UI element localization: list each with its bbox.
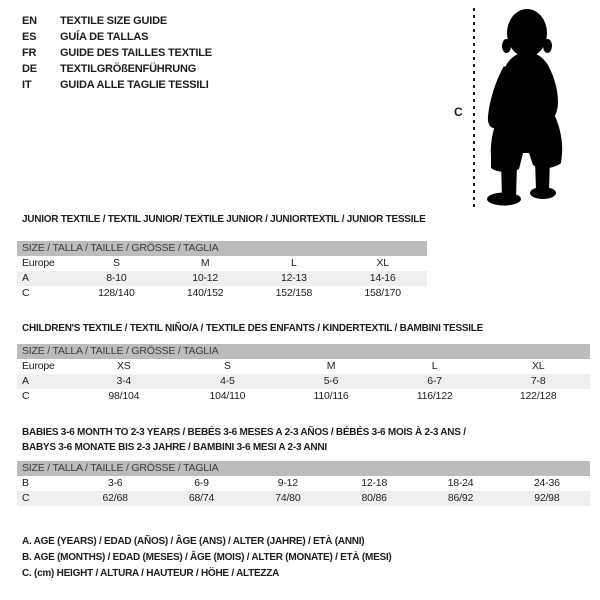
table-cell: 104/110 [209,390,246,402]
table-cell: M [200,257,210,269]
row-label: A [22,375,29,387]
height-dashed-line [473,8,475,208]
table-row-europe [17,256,427,271]
table-cell: L [291,257,297,269]
table-cell: 74/80 [275,492,301,504]
babies-size-table [17,461,590,506]
table-cell: 3-4 [116,375,132,387]
table-cell: 12-18 [361,477,388,489]
row-label: B [22,477,29,489]
language-row-it [22,77,212,93]
footnote-b: B. AGE (MONTHS) / EDAD (MESES) / ÂGE (MOIS) / ALTER (MONATE) / ETÀ (MESI) [22,552,392,563]
table-cell: 9-12 [277,477,298,489]
footnote-c: C. (cm) HEIGHT / ALTURA / HAUTEUR / HÖHE / ALTEZZA [22,568,280,579]
table-row-age [17,271,427,286]
table-cell: 86/92 [447,492,474,504]
language-row-es [22,29,212,45]
table-row-age-months [17,476,590,491]
table-cell: 3-6 [107,477,123,489]
row-label: A [22,272,29,284]
table-cell: 18-24 [447,477,474,489]
table-cell: 6-7 [427,375,442,387]
table-cell: XS [116,360,131,372]
language-title: GUÍA DE TALLAS [60,31,149,43]
table-cell: 158/170 [364,287,401,299]
table-cell: 80/86 [361,492,387,504]
table-cell: 68/74 [188,492,215,504]
junior-size-table [17,241,427,301]
table-cell: 14-16 [369,272,396,284]
baby-silhouette-image [480,6,568,210]
table-row-height [17,491,590,506]
babies-table-title [22,425,466,455]
table-cell: XL [376,257,389,269]
language-title: GUIDE DES TAILLES TEXTILE [60,47,212,59]
row-label: Europe [22,360,55,372]
table-cell: 10-12 [192,272,219,284]
size-header-bar: SIZE / TALLA / TAILLE / GRÖSSE / TAGLIA [17,344,590,359]
language-title: TEXTILE SIZE GUIDE [60,15,168,27]
table-cell: 92/98 [534,492,560,504]
language-title: GUIDA ALLE TAGLIE TESSILI [60,79,209,91]
language-row-fr [22,45,212,61]
table-cell: 5-6 [323,375,339,387]
table-cell: 140/152 [186,287,224,299]
table-cell: S [223,360,231,372]
children-size-table [17,344,590,404]
measure-label-c: C [454,105,463,119]
table-cell: 98/104 [108,390,140,402]
language-row-en [22,13,212,29]
table-cell: XL [531,360,545,372]
babies-title-line-2: BABYS 3-6 MONATE BIS 2-3 JAHRE / BAMBINI 3-6 MESI A 2-3 ANNI [22,442,327,453]
table-cell: 6-9 [194,477,209,489]
footnote-legend [22,534,392,582]
row-label: C [22,390,30,402]
language-code: EN [22,15,37,27]
language-code: IT [22,79,32,91]
language-title-list [22,13,212,93]
language-title: TEXTILGRÖßENFÜHRUNG [60,63,197,75]
table-row-age [17,374,590,389]
table-cell: L [431,360,438,372]
junior-table-title: JUNIOR TEXTILE / TEXTIL JUNIOR/ TEXTILE JUNIOR / JUNIORTEXTIL / JUNIOR TESSILE [22,214,426,225]
table-cell: 110/116 [313,390,349,402]
table-row-height [17,286,427,301]
children-table-title: CHILDREN'S TEXTILE / TEXTIL NIÑO/A / TEXTILE DES ENFANTS / KINDERTEXTIL / BAMBINI TESSILE [22,323,484,334]
row-label: C [22,287,30,299]
language-code: FR [22,47,37,59]
table-cell: 116/122 [416,390,453,402]
table-cell: 7-8 [530,375,546,387]
row-label: Europe [22,257,55,269]
table-cell: M [326,360,336,372]
babies-title-line-1: BABIES 3-6 MONTH TO 2-3 YEARS / BEBÉS 3-6 MESES A 2-3 AÑOS / BÉBÉS 3-6 MOIS À 2-3 ANS / [22,427,466,438]
table-cell: 24-36 [533,477,560,489]
table-cell: 8-10 [106,272,127,284]
table-row-height [17,389,590,404]
footnote-a: A. AGE (YEARS) / EDAD (AÑOS) / ÂGE (ANS) / ALTER (JAHRE) / ETÀ (ANNI) [22,536,365,547]
language-row-de [22,61,212,77]
table-cell: S [112,257,120,269]
table-row-europe [17,359,590,374]
table-cell: 12-13 [280,272,307,284]
table-cell: 122/128 [519,390,557,402]
table-cell: 128/140 [98,287,135,299]
table-cell: 4-5 [220,375,235,387]
size-header-bar: SIZE / TALLA / TAILLE / GRÖSSE / TAGLIA [17,461,590,476]
language-code: DE [22,63,37,75]
table-cell: 62/68 [102,492,128,504]
size-header-bar: SIZE / TALLA / TAILLE / GRÖSSE / TAGLIA [17,241,427,256]
row-label: C [22,492,30,504]
table-cell: 152/158 [275,287,313,299]
language-code: ES [22,31,37,43]
